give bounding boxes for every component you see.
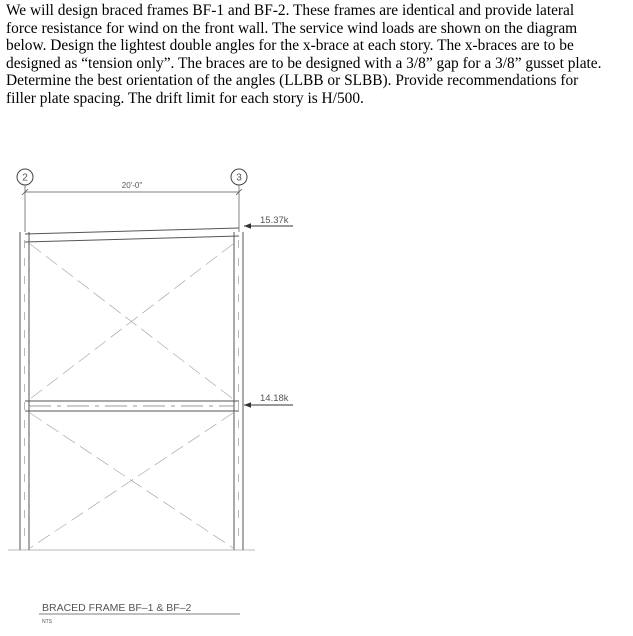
problem-line: We will design braced frames BF-1 and BF-2. These frames are identical and provide lateral: [6, 2, 575, 19]
grid-bubble-2: [17, 169, 33, 185]
right-column: [234, 232, 243, 550]
grid-bubble-3: [231, 169, 247, 185]
roof-load-label: 15.37k: [260, 215, 289, 226]
upper-x-brace: [30, 244, 233, 399]
problem-line: designed as “tension only”. The braces are to be designed with a 3/8” gap for a 3/8” gusset plate.: [6, 54, 602, 72]
floor-beam: [25, 401, 239, 411]
floor-load-arrow: [244, 393, 293, 405]
floor-load-label: 14.18k: [260, 393, 289, 404]
scale-note: NTS: [42, 619, 52, 625]
grid-label-3: 3: [236, 172, 242, 184]
roof-load-arrow: [244, 215, 293, 226]
problem-line: Determine the best orientation of the angles (LLBB or SLBB). Provide recommendations for: [6, 72, 579, 90]
problem-line: below. Design the lightest double angles for the x-brace at each story. The x-braces are to be: [6, 37, 574, 55]
span-dimension-label: 20'-0": [121, 181, 143, 190]
lower-x-brace: [30, 413, 233, 548]
problem-line: filler plate spacing. The drift limit for each story is H/500.: [6, 89, 364, 107]
grid-label-2: 2: [22, 172, 28, 184]
left-column: [20, 232, 29, 550]
problem-line: force resistance for wind on the front wall. The service wind loads are shown on the diagram: [6, 19, 578, 37]
diagram-title: BRACED FRAME BF–1 & BF–2: [42, 602, 192, 614]
roof-beam: [25, 228, 239, 242]
